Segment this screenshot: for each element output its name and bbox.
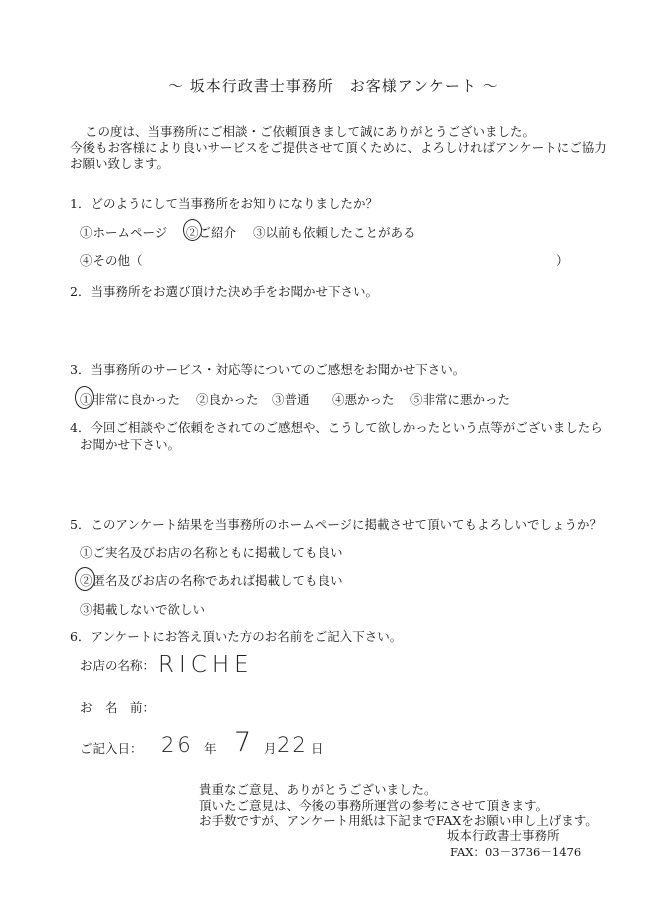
q3-selection-mark: [75, 386, 94, 409]
date-day-value: 22: [277, 733, 308, 757]
q4-question-line-2: お聞かせ下さい。: [80, 437, 181, 452]
q1-option-other: ④その他（: [80, 253, 143, 268]
intro-line-2: 今後もお客様により良いサービスをご提供させて頂くために、よろしければアンケートにご協力: [70, 140, 607, 155]
office-name: 坂本行政書士事務所: [447, 828, 560, 843]
year-label: 年: [204, 741, 217, 756]
month-label: 月: [264, 741, 277, 756]
q1-option-previous: ③以前も依頼したことがある: [253, 225, 416, 240]
q2-question: 2．当事務所をお選び頂けた決め手をお聞かせ下さい。: [70, 284, 378, 299]
q1-option-homepage: ①ホームページ: [80, 225, 168, 240]
shop-name-label: お店の名称：: [80, 658, 156, 673]
q4-question-line-1: 4．今回ご相談やご依頼をされてのご感想や、こうして欲しかったという点等がございましたら: [70, 420, 603, 435]
date-label: ご記入日：: [80, 741, 143, 756]
q5-question: 5．このアンケート結果を当事務所のホームページに掲載させて頂いてもよろしいでしょうか？: [70, 517, 602, 532]
q5-option-no-publish: ③掲載しないで欲しい: [80, 602, 206, 617]
q1-option-referral: ②ご紹介: [186, 225, 237, 240]
q5-option-real-name: ①ご実名及びお店の名称ともに掲載しても良い: [80, 545, 343, 560]
intro-line-1: この度は、当事務所にご相談・ご依頼頂きまして誠にありがとうございました。: [85, 124, 536, 139]
date-year-value: 26: [161, 733, 194, 757]
q6-question: 6．アンケートにお答え頂いた方のお名前をご記入下さい。: [70, 629, 403, 644]
q3-option-average: ③普通: [272, 392, 310, 407]
q1-selection-mark: [183, 219, 202, 241]
closing-line-2: 頂いたご意見は、今後の事務所運営の参考にさせて頂きます。: [199, 798, 549, 813]
shop-name-value: RICHE: [158, 652, 254, 678]
q3-option-bad: ④悪かった: [332, 392, 395, 407]
q1-question: 1．どのようにして当事務所をお知りになりましたか？: [70, 196, 378, 211]
q3-option-very-bad: ⑤非常に悪かった: [410, 392, 511, 407]
q1-other-close-paren: ）: [556, 253, 569, 268]
q3-option-very-good: ①非常に良かった: [80, 392, 181, 407]
intro-line-3: お願い致します。: [70, 156, 170, 171]
day-label: 日: [311, 741, 324, 756]
date-month-value: 7: [234, 727, 252, 758]
q5-option-anonymous: ②匿名及びお店の名称であれば掲載しても良い: [80, 573, 343, 588]
closing-line-3: お手数ですが、アンケート用紙は下記までFAXをお願い申し上げます。: [199, 813, 598, 828]
q3-option-good: ②良かった: [196, 392, 259, 407]
q3-question: 3．当事務所のサービス・対応等についてのご感想をお聞かせ下さい。: [70, 362, 466, 377]
closing-line-1: 貴重なご意見、ありがとうございました。: [199, 782, 437, 797]
survey-title: ～ 坂本行政書士事務所 お客様アンケート ～: [168, 77, 499, 95]
office-fax: FAX：03－3736－1476: [450, 845, 582, 859]
q5-selection-mark: [75, 567, 95, 591]
name-label: お 名 前：: [80, 700, 156, 715]
